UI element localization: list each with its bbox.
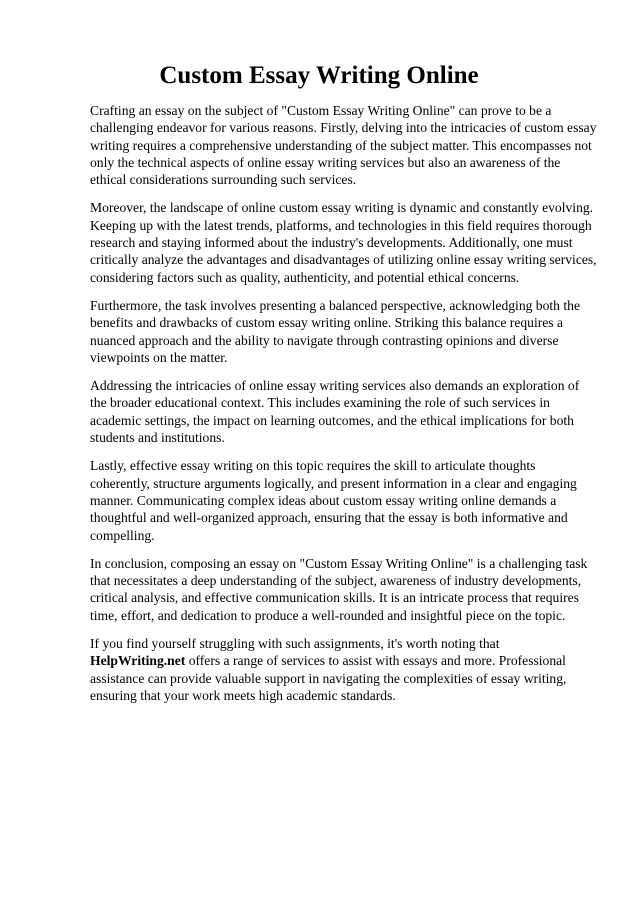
paragraph-recommendation [90, 635, 598, 704]
document-title: Custom Essay Writing Online [159, 62, 479, 89]
paragraph-landscape: Moreover, the landscape of online custom essay writing is dynamic and constantly evolving. Keeping up with the latest trends, platforms, and technologies in this field requires thorough research and staying informed about the industry's developments. Additionally, one must critically analyze the advantages and disadvantages of utilizing online essay writing services, considering factors such as quality, authenticity, and potential ethical concerns. [90, 200, 597, 285]
paragraph-conclusion: In conclusion, composing an essay on "Custom Essay Writing Online" is a challenging task that necessitates a deep understanding of the subject, awareness of industry developments, critical analysis, and effective communication skills. It is an intricate process that requires time, effort, and dedication to produce a well-rounded and insightful piece on the topic. [90, 555, 588, 623]
paragraph-intro: Crafting an essay on the subject of "Custom Essay Writing Online" can prove to be a challenging endeavor for various reasons. Firstly, delving into the intricacies of custom essay writing requires a comprehensive understanding of the subject matter. This encompasses not only the technical aspects of online essay writing services but also an awareness of the ethical considerations surrounding such services. [90, 103, 597, 188]
recommendation-text-before: If you find yourself struggling with such assignments, it's worth noting that [90, 636, 500, 652]
paragraph-writing-skill: Lastly, effective essay writing on this topic requires the skill to articulate thoughts coherently, structure arguments logically, and present information in a clear and engaging manner. Communicating complex ideas about custom essay writing online demands a thoughtful and well-organized approach, ensuring that the essay is both informative and compelling. [90, 458, 577, 543]
paragraph-balance: Furthermore, the task involves presenting a balanced perspective, acknowledging both the benefits and drawbacks of custom essay writing online. Striking this balance requires a nuanced approach and the ability to navigate through contrasting opinions and diverse viewpoints on the matter. [90, 297, 580, 365]
helpwriting-link[interactable]: HelpWriting.net [90, 653, 186, 669]
recommendation-text-after: offers a range of services to assist with essays and more. Professional assistance can provide valuable support in navigating the complexities of essay writing, ensuring that your work meets high academic standards. [90, 653, 567, 703]
paragraph-educational-context: Addressing the intricacies of online essay writing services also demands an exploration of the broader educational context. This includes examining the role of such services in academic settings, the impact on learning outcomes, and the ethical implications for both students and institutions. [90, 378, 580, 446]
document-body [90, 102, 598, 715]
